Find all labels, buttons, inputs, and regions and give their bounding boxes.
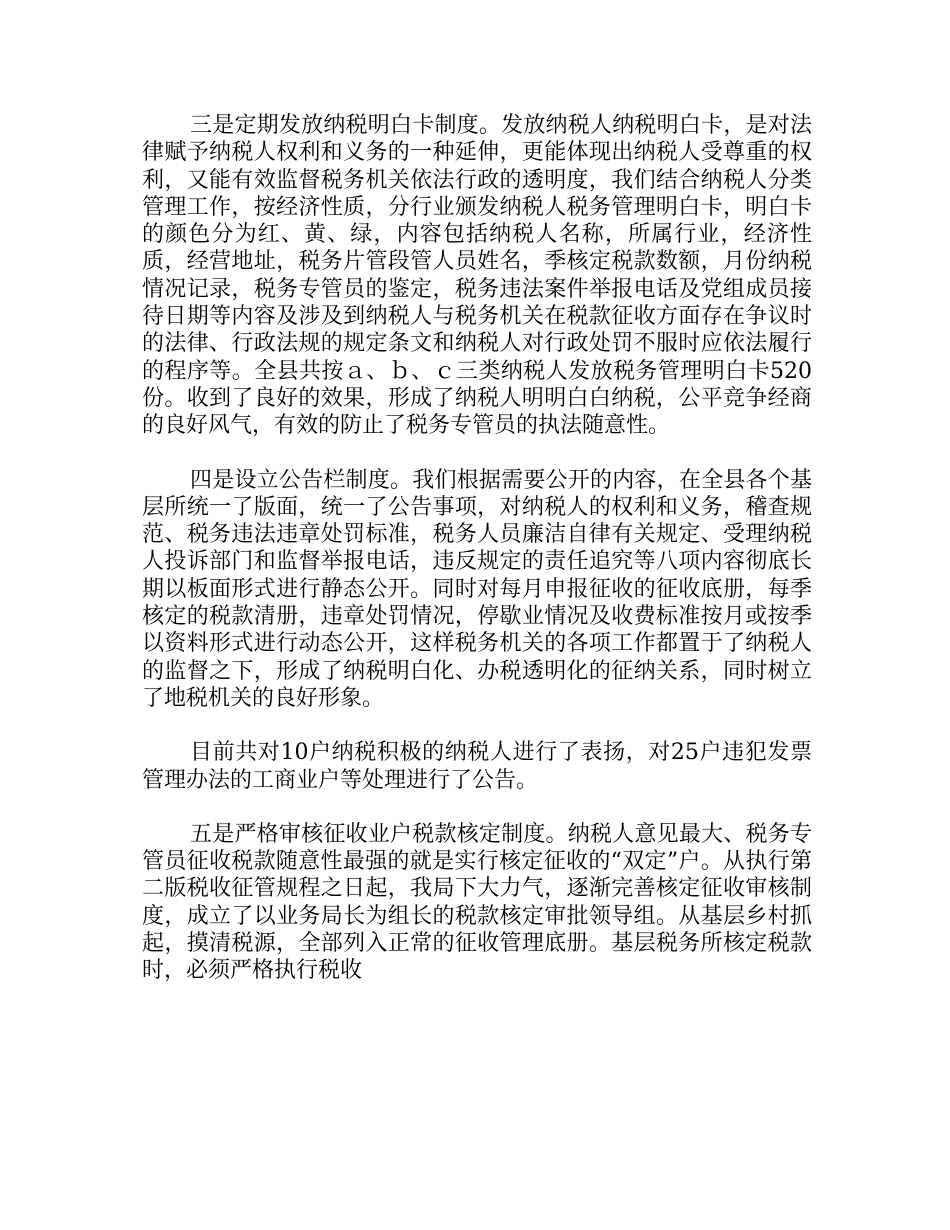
paragraph-4: 五是严格审核征收业户税款核定制度。纳税人意见最大、税务专管员征收税款随意性最强的就是实行核定征收的“双定”户。从执行第二版税收征管规程之日起，我局下大力气，逐渐完善核定征收审核制度，成立了以业务局长为组长的税款核定审批领导组。从基层乡村抓起，摸清税源，全部列入正常的征收管理底册。基层税务所核定税款时，必须严格执行税收 (142, 821, 812, 984)
document-page (142, 112, 812, 1012)
paragraph-2: 四是设立公告栏制度。我们根据需要公开的内容，在全县各个基层所统一了版面，统一了公告事项，对纳税人的权利和义务，稽查规范、税务违法违章处罚标准，税务人员廉洁自律有关规定、受理纳税人投诉部门和监督举报电话，违反规定的责任追究等八项内容彻底长期以板面形式进行静态公开。同时对每月申报征收的征收底册，每季核定的税款清册，违章处罚情况，停歇业情况及收费标准按月或按季以资料形式进行动态公开，这样税务机关的各项工作都置于了纳税人的监督之下，形成了纳税明白化、办税透明化的征纳关系，同时树立了地税机关的良好形象。 (142, 467, 812, 711)
paragraph-3: 目前共对10户纳税积极的纳税人进行了表扬，对25户违犯发票管理办法的工商业户等处理进行了公告。 (142, 740, 812, 793)
paragraph-1: 三是定期发放纳税明白卡制度。发放纳税人纳税明白卡，是对法律赋予纳税人权利和义务的一种延伸，更能体现出纳税人受尊重的权利，又能有效监督税务机关依法行政的透明度，我们结合纳税人分类管理工作，按经济性质，分行业颁发纳税人税务管理明白卡，明白卡的颜色分为红、黄、绿，内容包括纳税人名称，所属行业，经济性质，经营地址，税务片管段管人员姓名，季核定税款数额，月份纳税情况记录，税务专管员的鉴定，税务违法案件举报电话及党组成员接待日期等内容及涉及到纳税人与税务机关在税款征收方面存在争议时的法律、行政法规的规定条文和纳税人对行政处罚不服时应依法履行的程序等。全县共按ａ、ｂ、ｃ三类纳税人发放税务管理明白卡520份。收到了良好的效果，形成了纳税人明明白白纳税，公平竞争经商的良好风气，有效的防止了税务专管员的执法随意性。 (142, 113, 812, 439)
